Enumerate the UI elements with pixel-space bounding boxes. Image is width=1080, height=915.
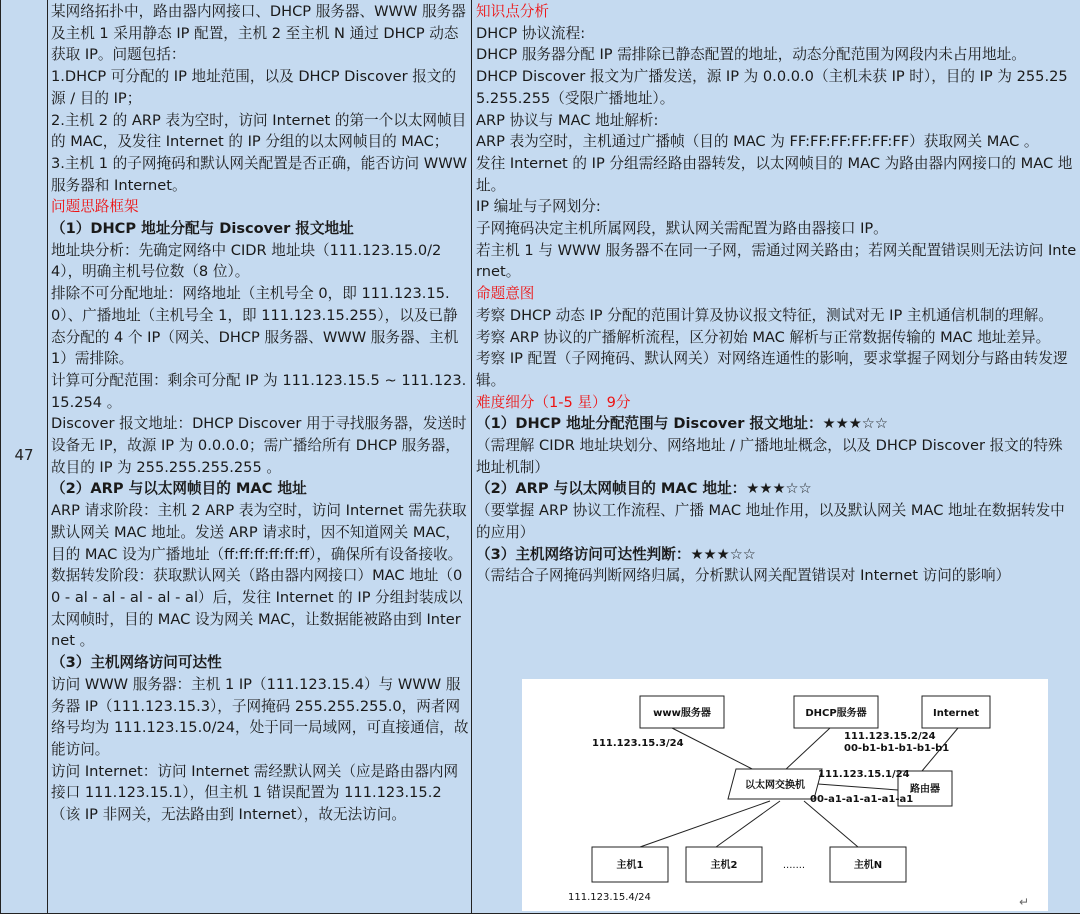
knowledge-1: DHCP 协议流程: — [476, 24, 586, 42]
row-number: 47 — [14, 446, 34, 464]
link-switch-router — [818, 784, 898, 790]
knowledge-6: 发往 Internet 的 IP 分组需经路由器转发，以太网帧目的 MAC 为路由器内网接口的 MAC 地址。 — [476, 154, 1073, 194]
difficulty-1-text: （需理解 CIDR 地址块划分、网络地址 / 广播地址概念，以及 DHCP Discover 报文的特殊地址机制） — [476, 437, 1063, 476]
www-server-label: www服务器 — [653, 708, 711, 719]
intent-2: 考察 ARP 协议的广播解析流程，区分初始 MAC 解析与正常数据传输的 MAC 地址差异。 — [476, 328, 1051, 346]
link-switch-hostN — [804, 801, 858, 847]
difficulty-1-heading: （1）DHCP 地址分配范围与 Discover 报文地址：★★★☆☆ — [476, 415, 888, 433]
section-3-para-1: 访问 WWW 服务器：主机 1 IP（111.123.15.4）与 WWW 服务器 IP（111.123.15.3），子网掩码 255.255.255.0，两者网络号均为 111.123.15.0/24，处于同一局域网，可直接通信，故能访问。 — [51, 675, 469, 758]
section-2-heading: （2）ARP 与以太网帧目的 MAC 地址 — [51, 480, 307, 498]
section-2-para-1: ARP 请求阶段：主机 2 ARP 表为空时，访问 Internet 需先获取默认网关 MAC 地址。发送 ARP 请求时，因不知道网关 MAC，目的 MAC 设为广播地址（ff:ff:ff:ff:ff:ff），确保所有设备接收。 — [51, 502, 467, 563]
link-switch-host1 — [640, 801, 770, 847]
question-text — [51, 1, 469, 826]
difficulty-2-text: （要掌握 ARP 协议工作流程、广播 MAC 地址作用，以及默认网关 MAC 地址在数据转发中的应用） — [476, 502, 1065, 541]
knowledge-8: 子网掩码决定主机所属网段，默认网关需配置为路由器接口 IP。 — [476, 220, 888, 238]
analysis-text — [476, 1, 1077, 587]
intro-text: 某网络拓扑中，路由器内网接口、DHCP 服务器、WWW 服务器及主机 1 采用静态 IP 配置，主机 2 至主机 N 通过 DHCP 动态获取 IP。问题包括： — [51, 3, 466, 64]
knowledge-2: DHCP 服务器分配 IP 需排除已静态配置的地址，动态分配范围为网段内未占用地址。 — [476, 46, 1026, 64]
question-2: 2.主机 2 的 ARP 表为空时，访问 Internet 的第一个以太网帧目的 MAC，及发往 Internet 的 IP 分组的以太网帧目的 MAC； — [51, 111, 467, 151]
section-3-heading: （3）主机网络访问可达性 — [51, 654, 222, 672]
difficulty-2-heading: （2）ARP 与以太网帧目的 MAC 地址：★★★☆☆ — [476, 480, 812, 498]
knowledge-heading: 知识点分析 — [476, 3, 549, 20]
host1-ip-label: 111.123.15.4/24 — [568, 892, 651, 903]
knowledge-7: IP 编址与子网划分: — [476, 198, 601, 216]
link-dhcp-switch — [784, 728, 830, 771]
paragraph-return-icon: ↵ — [1019, 895, 1030, 909]
knowledge-3: DHCP Discover 报文为广播发送，源 IP 为 0.0.0.0（主机未获 IP 时），目的 IP 为 255.255.255.255（受限广播地址）。 — [476, 68, 1068, 107]
dhcp-server-label: DHCP服务器 — [805, 708, 867, 719]
host1-label: 主机1 — [616, 860, 644, 871]
link-switch-host2 — [716, 801, 780, 847]
internet-label: Internet — [932, 708, 980, 719]
difficulty-3-heading: （3）主机网络访问可达性判断：★★★☆☆ — [476, 545, 756, 563]
switch-label: 以太网交换机 — [745, 780, 805, 791]
section-3-para-2: 访问 Internet：访问 Internet 需经默认网关（应是路由器内网接口 111.123.15.1），但主机 1 错误配置为 111.123.15.2（该 IP 非网关，无法路由到 Internet），故无法访问。 — [51, 762, 459, 824]
intent-1: 考察 DHCP 动态 IP 分配的范围计算及协议报文特征，测试对无 IP 主机通信机制的理解。 — [476, 306, 1053, 324]
host2-label: 主机2 — [710, 860, 738, 871]
difficulty-3-text: （需结合子网掩码判断网络归属，分析默认网关配置错误对 Internet 访问的影响） — [476, 567, 1011, 585]
network-topology-diagram — [522, 679, 1048, 911]
section-1-para-1: 地址块分析：先确定网络中 CIDR 地址块（111.123.15.0/24），明确主机号位数（8 位）。 — [51, 241, 442, 281]
section-1-para-3: 计算可分配范围：剩余可分配 IP 为 111.123.15.5 ~ 111.123.15.254 。 — [51, 371, 467, 411]
router-wan-ip-label: 111.123.15.2/24 — [844, 731, 936, 742]
row-number-cell — [1, 0, 48, 913]
knowledge-5: ARP 表为空时，主机通过广播帧（目的 MAC 为 FF:FF:FF:FF:FF:FF）获取网关 MAC 。 — [476, 133, 1039, 151]
knowledge-4: ARP 协议与 MAC 地址解析: — [476, 111, 659, 129]
www-ip-label: 111.123.15.3/24 — [592, 738, 684, 749]
framework-heading: 问题思路框架 — [51, 198, 139, 216]
router-label: 路由器 — [910, 784, 940, 795]
question-cell — [48, 0, 472, 913]
router-lan-ip-label: 111.123.15.1/24 — [818, 769, 910, 780]
section-1-heading: （1）DHCP 地址分配与 Discover 报文地址 — [51, 220, 354, 238]
knowledge-9: 若主机 1 与 WWW 服务器不在同一子网，需通过网关路由；若网关配置错误则无法访问 Internet。 — [476, 241, 1077, 281]
question-1: 1.DHCP 可分配的 IP 地址范围，以及 DHCP Discover 报文的源 / 目的 IP； — [51, 68, 457, 107]
question-3: 3.主机 1 的子网掩码和默认网关配置是否正确，能否访问 WWW 服务器和 Internet。 — [51, 154, 468, 194]
router-wan-mac-label: 00-b1-b1-b1-b1-b1 — [844, 743, 950, 754]
router-lan-mac-label: 00-a1-a1-a1-a1-a1 — [810, 794, 914, 805]
intent-heading: 命题意图 — [476, 285, 535, 303]
host-ellipsis: ....... — [782, 860, 806, 871]
section-2-para-2: 数据转发阶段：获取默认网关（路由器内网接口）MAC 地址（00 - al - al - al - al - al）后，发往 Internet 的 IP 分组封装成以太网帧时，目的 MAC 设为网关 MAC，让数据能被路由到 Internet 。 — [51, 567, 463, 650]
hostN-label: 主机N — [853, 860, 883, 871]
difficulty-heading: 难度细分（1-5 星）9分 — [476, 393, 631, 411]
section-1-para-4: Discover 报文地址：DHCP Discover 用于寻找服务器，发送时设备无 IP，故源 IP 为 0.0.0.0；需广播给所有 DHCP 服务器，故目的 IP 为 255.255.255.255 。 — [51, 415, 467, 476]
link-www-switch — [672, 728, 762, 774]
intent-3: 考察 IP 配置（子网掩码、默认网关）对网络连通性的影响，要求掌握子网划分与路由转发逻辑。 — [476, 350, 1068, 389]
section-1-para-2: 排除不可分配地址：网络地址（主机号全 0，即 111.123.15.0）、广播地址（主机号全 1，即 111.123.15.255），以及已静态分配的 4 个 IP（网关、DHCP 服务器、WWW 服务器、主机 1）需排除。 — [51, 285, 459, 368]
